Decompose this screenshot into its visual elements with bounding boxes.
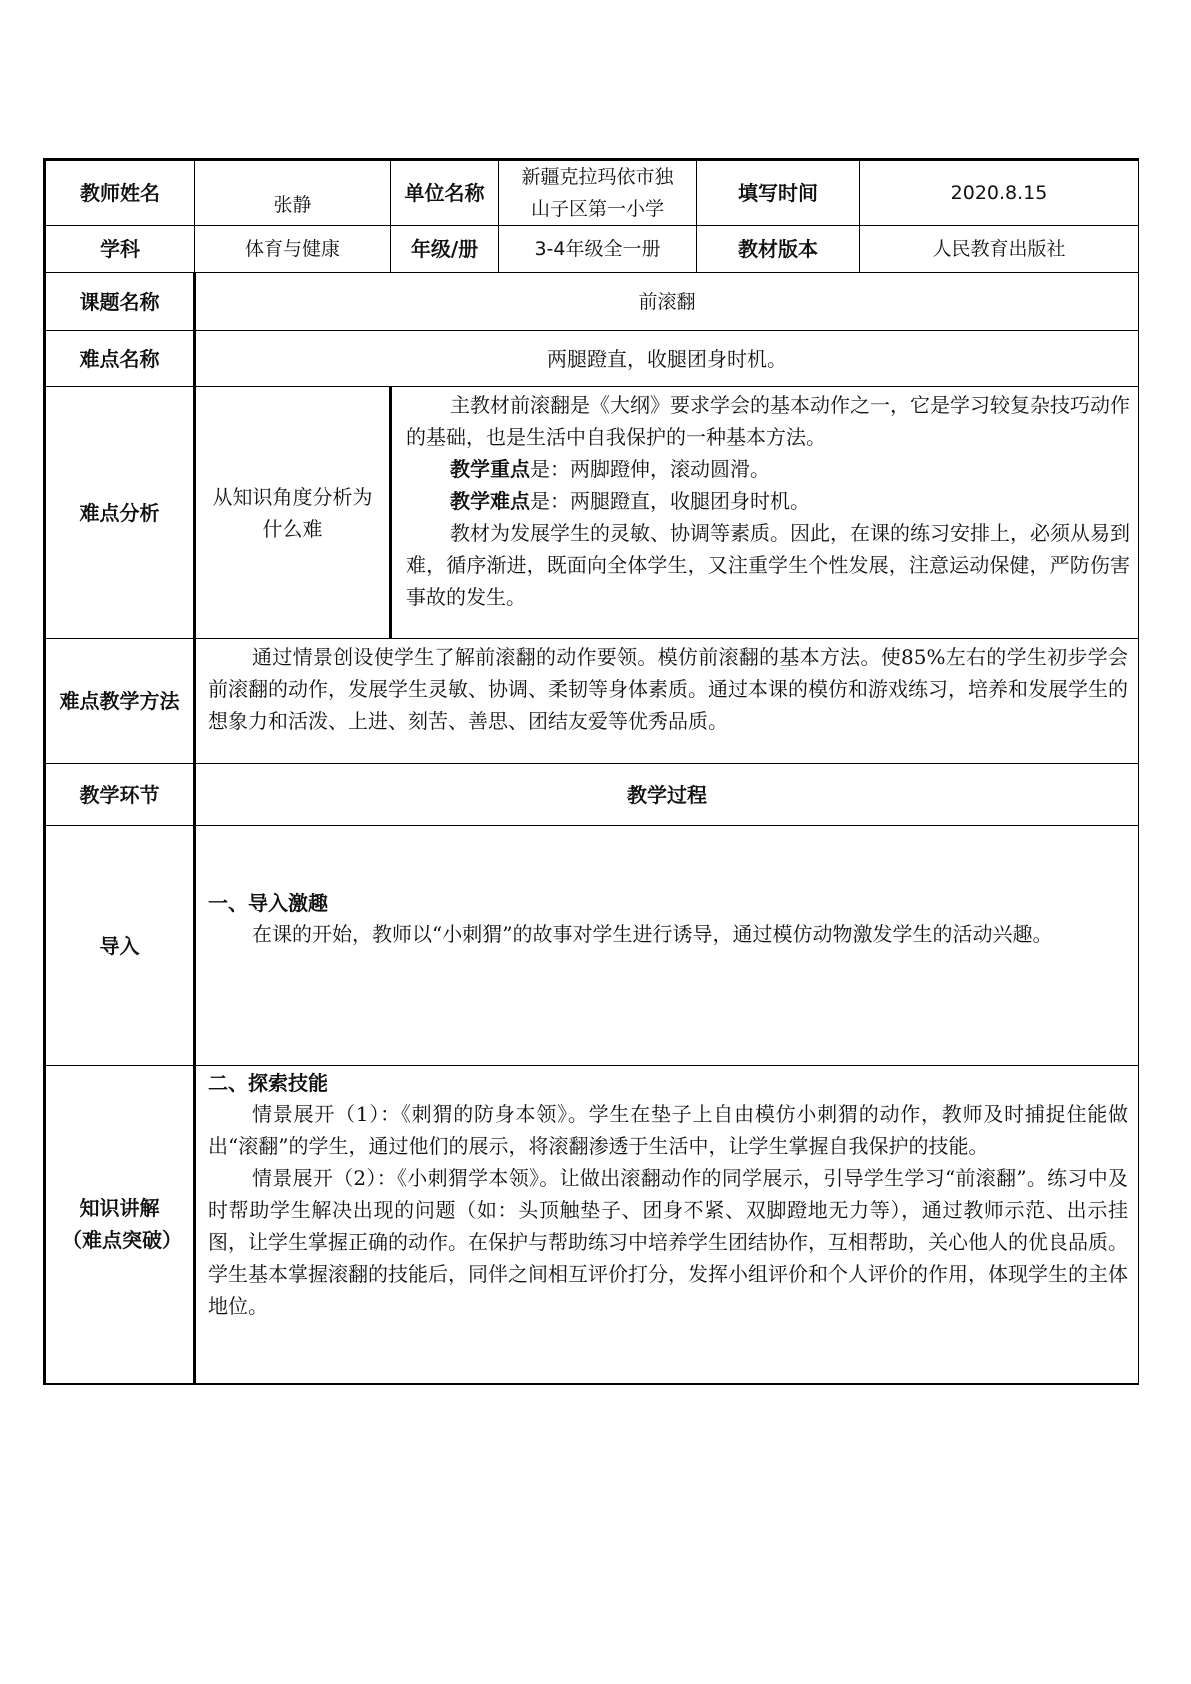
- knowledge-paragraph-1: 情景展开（1）：《刺猬的防身本领》。学生在垫子上自由模仿小刺猬的动作，教师及时捕捉住能做出“滚翻”的学生，通过他们的展示，将滚翻渗透于生活中，让学生掌握自我保护的技能。: [208, 1102, 1128, 1158]
- knowledge-row: [45, 1066, 1139, 1384]
- subject-label: 学科: [45, 226, 195, 273]
- method-text: 通过情景创设使学生了解前滚翻的动作要领。模仿前滚翻的基本方法。使85%左右的学生初步学会前滚翻的动作，发展学生灵敏、协调、柔韧等身体素质。通过本课的模仿和游戏练习，培养和发展学生的想象力和活泼、上进、刻苦、善思、团结友爱等优秀品质。: [208, 645, 1128, 733]
- topic-label: 课题名称: [45, 273, 195, 331]
- analysis-content: [391, 387, 1139, 639]
- analysis-paragraph-key: [406, 453, 1130, 485]
- fill-time-label: 填写时间: [697, 160, 860, 226]
- topic-row: [45, 273, 1139, 331]
- edition-label: 教材版本: [697, 226, 860, 273]
- lesson-plan-table: [43, 158, 1139, 1385]
- method-label: 难点教学方法: [45, 639, 195, 764]
- header-row-2: [45, 226, 1139, 273]
- difficulty-row: [45, 331, 1139, 387]
- teacher-name-value: 张静: [273, 194, 312, 216]
- fill-time-value: 2020.8.15: [860, 160, 1139, 226]
- knowledge-heading: 二、探索技能: [208, 1071, 328, 1095]
- grade-value: 3-4年级全一册: [499, 226, 697, 273]
- difficulty-label: 难点名称: [45, 331, 195, 387]
- knowledge-paragraph-2: 情景展开（2）：《小刺猬学本领》。让做出滚翻动作的同学展示，引导学生学习“前滚翻”。练习中及时帮助学生解决出现的问题（如：头顶触垫子、团身不紧、双脚蹬地无力等），通过教师示范、出示挂图，让学生掌握正确的动作。在保护与帮助练习中培养学生团结协作，互相帮助，关心他人的优良品质。学生基本掌握滚翻的技能后，同伴之间相互评价打分，发挥小组评价和个人评价的作用，体现学生的主体地位。: [208, 1166, 1128, 1318]
- intro-text: 在课的开始，教师以“小刺猬”的故事对学生进行诱导，通过模仿动物激发学生的活动兴趣。: [252, 922, 1053, 946]
- intro-label: 导入: [45, 826, 195, 1066]
- knowledge-label: 知识讲解（难点突破）: [45, 1066, 195, 1384]
- unit-name-label: 单位名称: [391, 160, 499, 226]
- difficulty-value: 两腿蹬直，收腿团身时机。: [195, 331, 1139, 387]
- analysis-angle: 从知识角度分析为什么难: [195, 387, 391, 639]
- method-content: [195, 639, 1139, 764]
- topic-value: 前滚翻: [195, 273, 1139, 331]
- process-label: 教学过程: [195, 764, 1139, 826]
- stage-label: 教学环节: [45, 764, 195, 826]
- teacher-name-cell: [195, 160, 391, 226]
- analysis-label: 难点分析: [45, 387, 195, 639]
- unit-name-value: 新疆克拉玛依市独山子区第一小学: [499, 160, 697, 226]
- key-point-label: 教学重点: [450, 457, 530, 481]
- header-row-1: [45, 160, 1139, 226]
- analysis-row: [45, 387, 1139, 639]
- hard-point-label: 教学难点: [450, 489, 530, 513]
- hard-point-text: 是：两腿蹬直，收腿团身时机。: [530, 489, 810, 513]
- intro-content: [195, 826, 1139, 1066]
- teacher-name-label: 教师姓名: [45, 160, 195, 226]
- method-row: [45, 639, 1139, 764]
- knowledge-content: [195, 1066, 1139, 1384]
- intro-row: [45, 826, 1139, 1066]
- grade-label: 年级/册: [391, 226, 499, 273]
- analysis-paragraph-hard: [406, 485, 1130, 517]
- edition-value: 人民教育出版社: [860, 226, 1139, 273]
- key-point-text: 是：两脚蹬伸，滚动圆滑。: [530, 457, 770, 481]
- process-header-row: [45, 764, 1139, 826]
- intro-heading: 一、导入激趣: [208, 891, 328, 915]
- analysis-paragraph-1: 主教材前滚翻是《大纲》要求学会的基本动作之一，它是学习较复杂技巧动作的基础，也是生活中自我保护的一种基本方法。: [406, 393, 1130, 449]
- subject-value: 体育与健康: [195, 226, 391, 273]
- analysis-paragraph-4: 教材为发展学生的灵敏、协调等素质。因此，在课的练习安排上，必须从易到难，循序渐进，既面向全体学生，又注重学生个性发展，注意运动保健，严防伤害事故的发生。: [406, 521, 1130, 609]
